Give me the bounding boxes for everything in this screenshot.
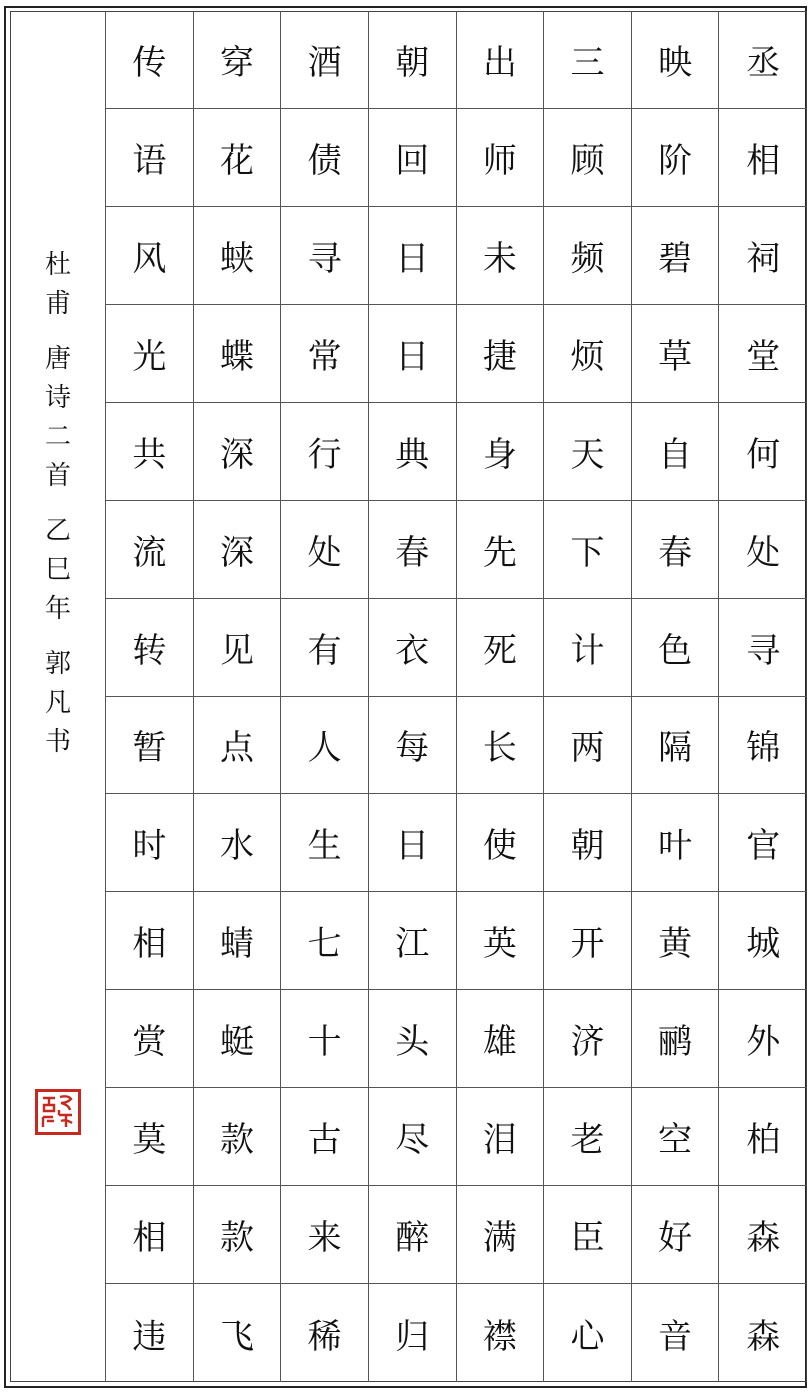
grid-cell: 有 xyxy=(281,599,369,697)
grid-cell: 城 xyxy=(719,892,807,990)
grid-cell: 日 xyxy=(369,305,457,403)
grid-cell: 违 xyxy=(106,1284,194,1382)
grid-cell: 回 xyxy=(369,109,457,207)
grid-cell: 每 xyxy=(369,697,457,795)
signature-char: 唐 xyxy=(44,344,71,374)
grid-cell: 稀 xyxy=(281,1284,369,1382)
grid-cell: 雄 xyxy=(457,990,545,1088)
grid-cell: 深 xyxy=(194,403,282,501)
grid-cell: 柏 xyxy=(719,1088,807,1186)
grid-cell: 顾 xyxy=(544,109,632,207)
signature-char: 年 xyxy=(44,594,71,624)
grid-cell: 点 xyxy=(194,697,282,795)
grid-cell: 古 xyxy=(281,1088,369,1186)
grid-cell: 捷 xyxy=(457,305,545,403)
grid-cell: 祠 xyxy=(719,207,807,305)
grid-cell: 英 xyxy=(457,892,545,990)
grid-cell: 春 xyxy=(369,501,457,599)
grid-cell: 何 xyxy=(719,403,807,501)
grid-cell: 臣 xyxy=(544,1186,632,1284)
grid-cell: 债 xyxy=(281,109,369,207)
signature-char: 二 xyxy=(44,422,71,452)
grid-cell: 处 xyxy=(281,501,369,599)
grid-cell: 三 xyxy=(544,11,632,109)
grid-cell: 森 xyxy=(746,1316,781,1357)
grid-cell: 色 xyxy=(632,599,720,697)
grid-cell: 生 xyxy=(281,794,369,892)
grid-cell: 济 xyxy=(544,990,632,1088)
grid-cell: 师 xyxy=(457,109,545,207)
grid-cell: 日 xyxy=(369,207,457,305)
grid-cell: 莫 xyxy=(106,1088,194,1186)
grid-cell: 流 xyxy=(106,501,194,599)
grid-cell: 十 xyxy=(281,990,369,1088)
grid-cell: 官 xyxy=(719,794,807,892)
grid-cell: 时 xyxy=(106,794,194,892)
grid-cell: 使 xyxy=(457,794,545,892)
grid-cell: 衣 xyxy=(369,599,457,697)
grid-cell: 开 xyxy=(544,892,632,990)
signature-char: 郭 xyxy=(44,649,71,679)
grid-cell: 处 xyxy=(719,501,807,599)
grid-cell: 泪 xyxy=(457,1088,545,1186)
grid-cell: 朝 xyxy=(369,11,457,109)
seal-icon xyxy=(39,1093,77,1131)
grid-cell: 叶 xyxy=(632,794,720,892)
signature-char: 乙 xyxy=(44,516,71,546)
grid-cell: 映 xyxy=(632,11,720,109)
grid-cell: 来 xyxy=(281,1186,369,1284)
grid-cell: 光 xyxy=(106,305,194,403)
grid-cell: 转 xyxy=(106,599,194,697)
signature-char: 书 xyxy=(44,727,71,757)
grid-cell: 外 xyxy=(719,990,807,1088)
grid-cell: 相 xyxy=(719,109,807,207)
grid-cell: 寻 xyxy=(719,599,807,697)
grid-cell: 传 xyxy=(106,11,194,109)
grid-cell: 锦 xyxy=(719,697,807,795)
grid-cell: 尽 xyxy=(369,1088,457,1186)
grid-cell: 头 xyxy=(369,990,457,1088)
signature-char: 首 xyxy=(44,461,71,491)
red-seal-stamp xyxy=(35,1089,81,1135)
grid-cell: 蛱 xyxy=(194,207,282,305)
grid-cell: 江 xyxy=(369,892,457,990)
grid-cell: 空 xyxy=(632,1088,720,1186)
grid-cell: 下 xyxy=(544,501,632,599)
grid-cell: 心 xyxy=(544,1284,632,1382)
grid-cell: 日 xyxy=(369,794,457,892)
signature-char: 巳 xyxy=(44,555,71,585)
grid-cell: 风 xyxy=(106,207,194,305)
grid-cell: 相 xyxy=(106,1186,194,1284)
grid-cell: 阶 xyxy=(632,109,720,207)
grid-cell: 典 xyxy=(369,403,457,501)
grid-cell: 蜻 xyxy=(194,892,282,990)
grid-cell: 行 xyxy=(281,403,369,501)
grid-cell: 花 xyxy=(194,109,282,207)
grid-cell: 蜓 xyxy=(194,990,282,1088)
grid-cell: 人 xyxy=(281,697,369,795)
grid-cell: 蝶 xyxy=(194,305,282,403)
grid-cell: 共 xyxy=(106,403,194,501)
grid-cell: 两 xyxy=(544,697,632,795)
grid-cell: 森 xyxy=(719,1186,807,1284)
grid-cell: 款 xyxy=(194,1186,282,1284)
grid-cell: 频 xyxy=(544,207,632,305)
grid-cell: 寻 xyxy=(281,207,369,305)
grid-cell: 身 xyxy=(457,403,545,501)
grid-cell: 醉 xyxy=(369,1186,457,1284)
grid-cell: 酒 xyxy=(281,11,369,109)
grid-cell: 好 xyxy=(632,1186,720,1284)
grid-cell: 自 xyxy=(632,403,720,501)
signature-char: 杜 xyxy=(44,250,71,280)
grid-cell: 隔 xyxy=(632,697,720,795)
grid-cell: 碧 xyxy=(632,207,720,305)
grid-cell: 长 xyxy=(457,697,545,795)
grid-cell: 飞 xyxy=(194,1284,282,1382)
grid-cell: 丞 xyxy=(719,11,807,109)
grid-cell: 音 xyxy=(632,1284,720,1382)
grid-cell: 常 xyxy=(281,305,369,403)
signature-char: 甫 xyxy=(44,289,71,319)
grid-cell: 草 xyxy=(632,305,720,403)
signature-char: 诗 xyxy=(44,383,71,413)
grid-cell: 未 xyxy=(457,207,545,305)
grid-cell: 暂 xyxy=(106,697,194,795)
grid-cell: 黄 xyxy=(632,892,720,990)
grid-cell: 鹂 xyxy=(632,990,720,1088)
grid-cell: 深 xyxy=(194,501,282,599)
grid-cell: 款 xyxy=(194,1088,282,1186)
poem-grid xyxy=(105,11,807,1382)
grid-cell: 满 xyxy=(457,1186,545,1284)
signature-char: 凡 xyxy=(44,688,71,718)
grid-cell: 语 xyxy=(106,109,194,207)
signature-column xyxy=(11,11,105,1382)
grid-cell: 相 xyxy=(106,892,194,990)
grid-cell: 春 xyxy=(632,501,720,599)
grid-cell: 七 xyxy=(281,892,369,990)
signature-text xyxy=(11,251,105,767)
grid-cell: 见 xyxy=(194,599,282,697)
grid-cell: 先 xyxy=(457,501,545,599)
grid-cell: 襟 xyxy=(457,1284,545,1382)
grid-cell: 死 xyxy=(457,599,545,697)
grid-cell: 水 xyxy=(194,794,282,892)
grid-cell: 烦 xyxy=(544,305,632,403)
grid-cell: 堂 xyxy=(719,305,807,403)
grid-cell: 赏 xyxy=(106,990,194,1088)
grid-cell: 天 xyxy=(544,403,632,501)
grid-cell: 计 xyxy=(544,599,632,697)
grid-cell: 穿 xyxy=(194,11,282,109)
grid-cell: 老 xyxy=(544,1088,632,1186)
grid-cell: 出 xyxy=(457,11,545,109)
grid-cell: 朝 xyxy=(544,794,632,892)
grid-cell: 归 xyxy=(369,1284,457,1382)
